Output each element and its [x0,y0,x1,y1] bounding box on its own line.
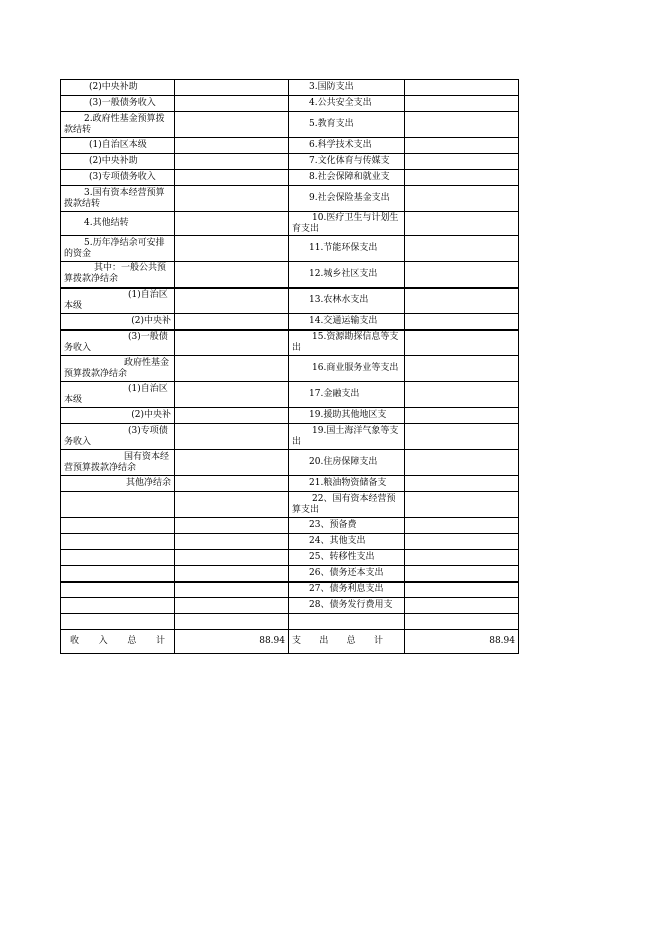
expense-item-label: 20.住房保障支出 [289,450,405,476]
expense-item-label: 6.科学技术支出 [289,138,405,154]
table-row [61,236,519,262]
expense-item-label: 14.交通运输支出 [289,314,405,330]
income-item-value[interactable] [175,566,289,582]
expense-item-label: 15.资源勘探信息等支出 [289,330,405,356]
expense-item-value[interactable] [405,450,519,476]
income-item-value[interactable] [175,534,289,550]
income-item-label: (1)自治区本级 [61,382,175,408]
income-total-label [61,630,175,654]
expense-item-label: 11.节能环保支出 [289,236,405,262]
table-row [61,476,519,492]
income-item-label [61,518,175,534]
income-item-label: (2)中央补助 [61,154,175,170]
income-item-value[interactable] [175,112,289,138]
income-item-label: (3)一般债务收入 [61,330,175,356]
income-item-value[interactable] [175,582,289,598]
expense-item-label: 8.社会保障和就业支 [289,170,405,186]
income-item-value[interactable] [175,262,289,288]
expense-item-label: 12.城乡社区支出 [289,262,405,288]
expense-item-value[interactable] [405,262,519,288]
income-item-label [61,566,175,582]
table-row [61,582,519,598]
table-row [61,518,519,534]
table-row [61,138,519,154]
expense-item-value[interactable] [405,330,519,356]
income-item-value[interactable] [175,408,289,424]
expense-item-value[interactable] [405,518,519,534]
expense-item-value[interactable] [405,212,519,236]
income-item-value[interactable] [175,550,289,566]
income-item-value[interactable] [175,186,289,212]
expense-item-label: 19.援助其他地区支 [289,408,405,424]
income-item-label: (1)自治区本级 [61,138,175,154]
expense-item-value[interactable] [405,138,519,154]
table-row [61,112,519,138]
table-row [61,450,519,476]
expense-item-value[interactable] [405,170,519,186]
income-item-value[interactable] [175,80,289,96]
expense-item-label: 25、转移性支出 [289,550,405,566]
income-item-label: 其中：一般公共预算拨款净结余 [61,262,175,288]
income-item-value[interactable] [175,450,289,476]
income-item-label: (2)中央补助 [61,80,175,96]
budget-table-sheet [60,79,519,654]
expense-item-label: 10.医疗卫生与计划生育支出 [289,212,405,236]
table-row [61,534,519,550]
income-total-value[interactable]: 88.94 [175,630,289,654]
income-item-label: 国有资本经营预算拨款净结余 [61,450,175,476]
expense-item-label: 5.教育支出 [289,112,405,138]
income-item-value[interactable] [175,288,289,314]
expense-item-value[interactable] [405,186,519,212]
expense-item-label: 19.国土海洋气象等支出 [289,424,405,450]
table-row [61,408,519,424]
expense-item-value[interactable] [405,80,519,96]
table-row [61,330,519,356]
expense-item-label: 22、国有资本经营预算支出 [289,492,405,518]
table-row [61,212,519,236]
table-row [61,80,519,96]
expense-item-value[interactable] [405,96,519,112]
income-item-label: 2.政府性基金预算拨款结转 [61,112,175,138]
expense-item-value[interactable] [405,492,519,518]
income-item-value[interactable] [175,614,289,630]
table-row [61,550,519,566]
expense-item-label [289,614,405,630]
income-item-value[interactable] [175,170,289,186]
expense-item-value[interactable] [405,112,519,138]
table-row [61,566,519,582]
expense-item-label: 28、债务发行费用支 [289,598,405,614]
budget-table [60,79,519,654]
income-item-value[interactable] [175,212,289,236]
income-item-value[interactable] [175,382,289,408]
expense-item-value[interactable] [405,408,519,424]
expense-item-label: 13.农林水支出 [289,288,405,314]
income-item-label: (3)专项债务收入 [61,170,175,186]
expense-item-value[interactable] [405,598,519,614]
income-item-label: (2)中央补 [61,314,175,330]
income-item-value[interactable] [175,314,289,330]
income-item-value[interactable] [175,138,289,154]
expense-item-value[interactable] [405,582,519,598]
income-item-value[interactable] [175,96,289,112]
expense-item-value[interactable] [405,288,519,314]
table-row [61,154,519,170]
expense-total-value[interactable]: 88.94 [405,630,519,654]
expense-item-label: 7.文化体育与传媒支 [289,154,405,170]
expense-item-label: 27、债务利息支出 [289,582,405,598]
expense-item-label: 23、预备费 [289,518,405,534]
income-item-label [61,492,175,518]
expense-item-label: 26、债务还本支出 [289,566,405,582]
table-row [61,262,519,288]
income-item-label: (1)自治区本级 [61,288,175,314]
table-row [61,170,519,186]
income-item-label: 其他净结余 [61,476,175,492]
expense-item-label: 3.国防支出 [289,80,405,96]
table-row [61,424,519,450]
expense-item-label: 16.商业服务业等支出 [289,356,405,382]
expense-item-label: 4.公共安全支出 [289,96,405,112]
income-item-label: (3)一般债务收入 [61,96,175,112]
expense-total-label [289,630,405,654]
table-row [61,314,519,330]
table-row [61,96,519,112]
table-row [61,186,519,212]
income-item-label: (3)专项债务收入 [61,424,175,450]
expense-total-text: 支 出 总 计 [292,636,383,646]
income-item-label: 政府性基金预算拨款净结余 [61,356,175,382]
expense-item-label: 24、其他支出 [289,534,405,550]
expense-item-value[interactable] [405,236,519,262]
expense-item-value[interactable] [405,314,519,330]
income-item-value[interactable] [175,492,289,518]
income-item-value[interactable] [175,476,289,492]
income-item-label [61,598,175,614]
table-row [61,492,519,518]
expense-item-label: 21.粮油物资储备支 [289,476,405,492]
income-item-value[interactable] [175,330,289,356]
income-item-value[interactable] [175,236,289,262]
income-item-label: 5.历年净结余可安排的资金 [61,236,175,262]
income-item-label: 3.国有资本经营预算拨款结转 [61,186,175,212]
income-item-value[interactable] [175,598,289,614]
income-item-value[interactable] [175,518,289,534]
income-item-value[interactable] [175,154,289,170]
expense-item-value[interactable] [405,154,519,170]
income-item-label [61,550,175,566]
table-row [61,614,519,630]
income-item-label [61,534,175,550]
table-row [61,598,519,614]
expense-item-value[interactable] [405,534,519,550]
table-row [61,382,519,408]
expense-item-value[interactable] [405,614,519,630]
table-row [61,288,519,314]
income-item-value[interactable] [175,424,289,450]
expense-item-value[interactable] [405,424,519,450]
income-item-label [61,614,175,630]
totals-row [61,630,519,654]
income-item-label: 4.其他结转 [61,212,175,236]
income-item-label: (2)中央补 [61,408,175,424]
table-row [61,356,519,382]
income-item-label [61,582,175,598]
income-item-value[interactable] [175,356,289,382]
expense-item-value[interactable] [405,566,519,582]
expense-item-value[interactable] [405,476,519,492]
expense-item-value[interactable] [405,550,519,566]
expense-item-label: 9.社会保险基金支出 [289,186,405,212]
expense-item-value[interactable] [405,356,519,382]
expense-item-value[interactable] [405,382,519,408]
expense-item-label: 17.金融支出 [289,382,405,408]
income-total-text: 收 入 总 计 [70,636,165,646]
